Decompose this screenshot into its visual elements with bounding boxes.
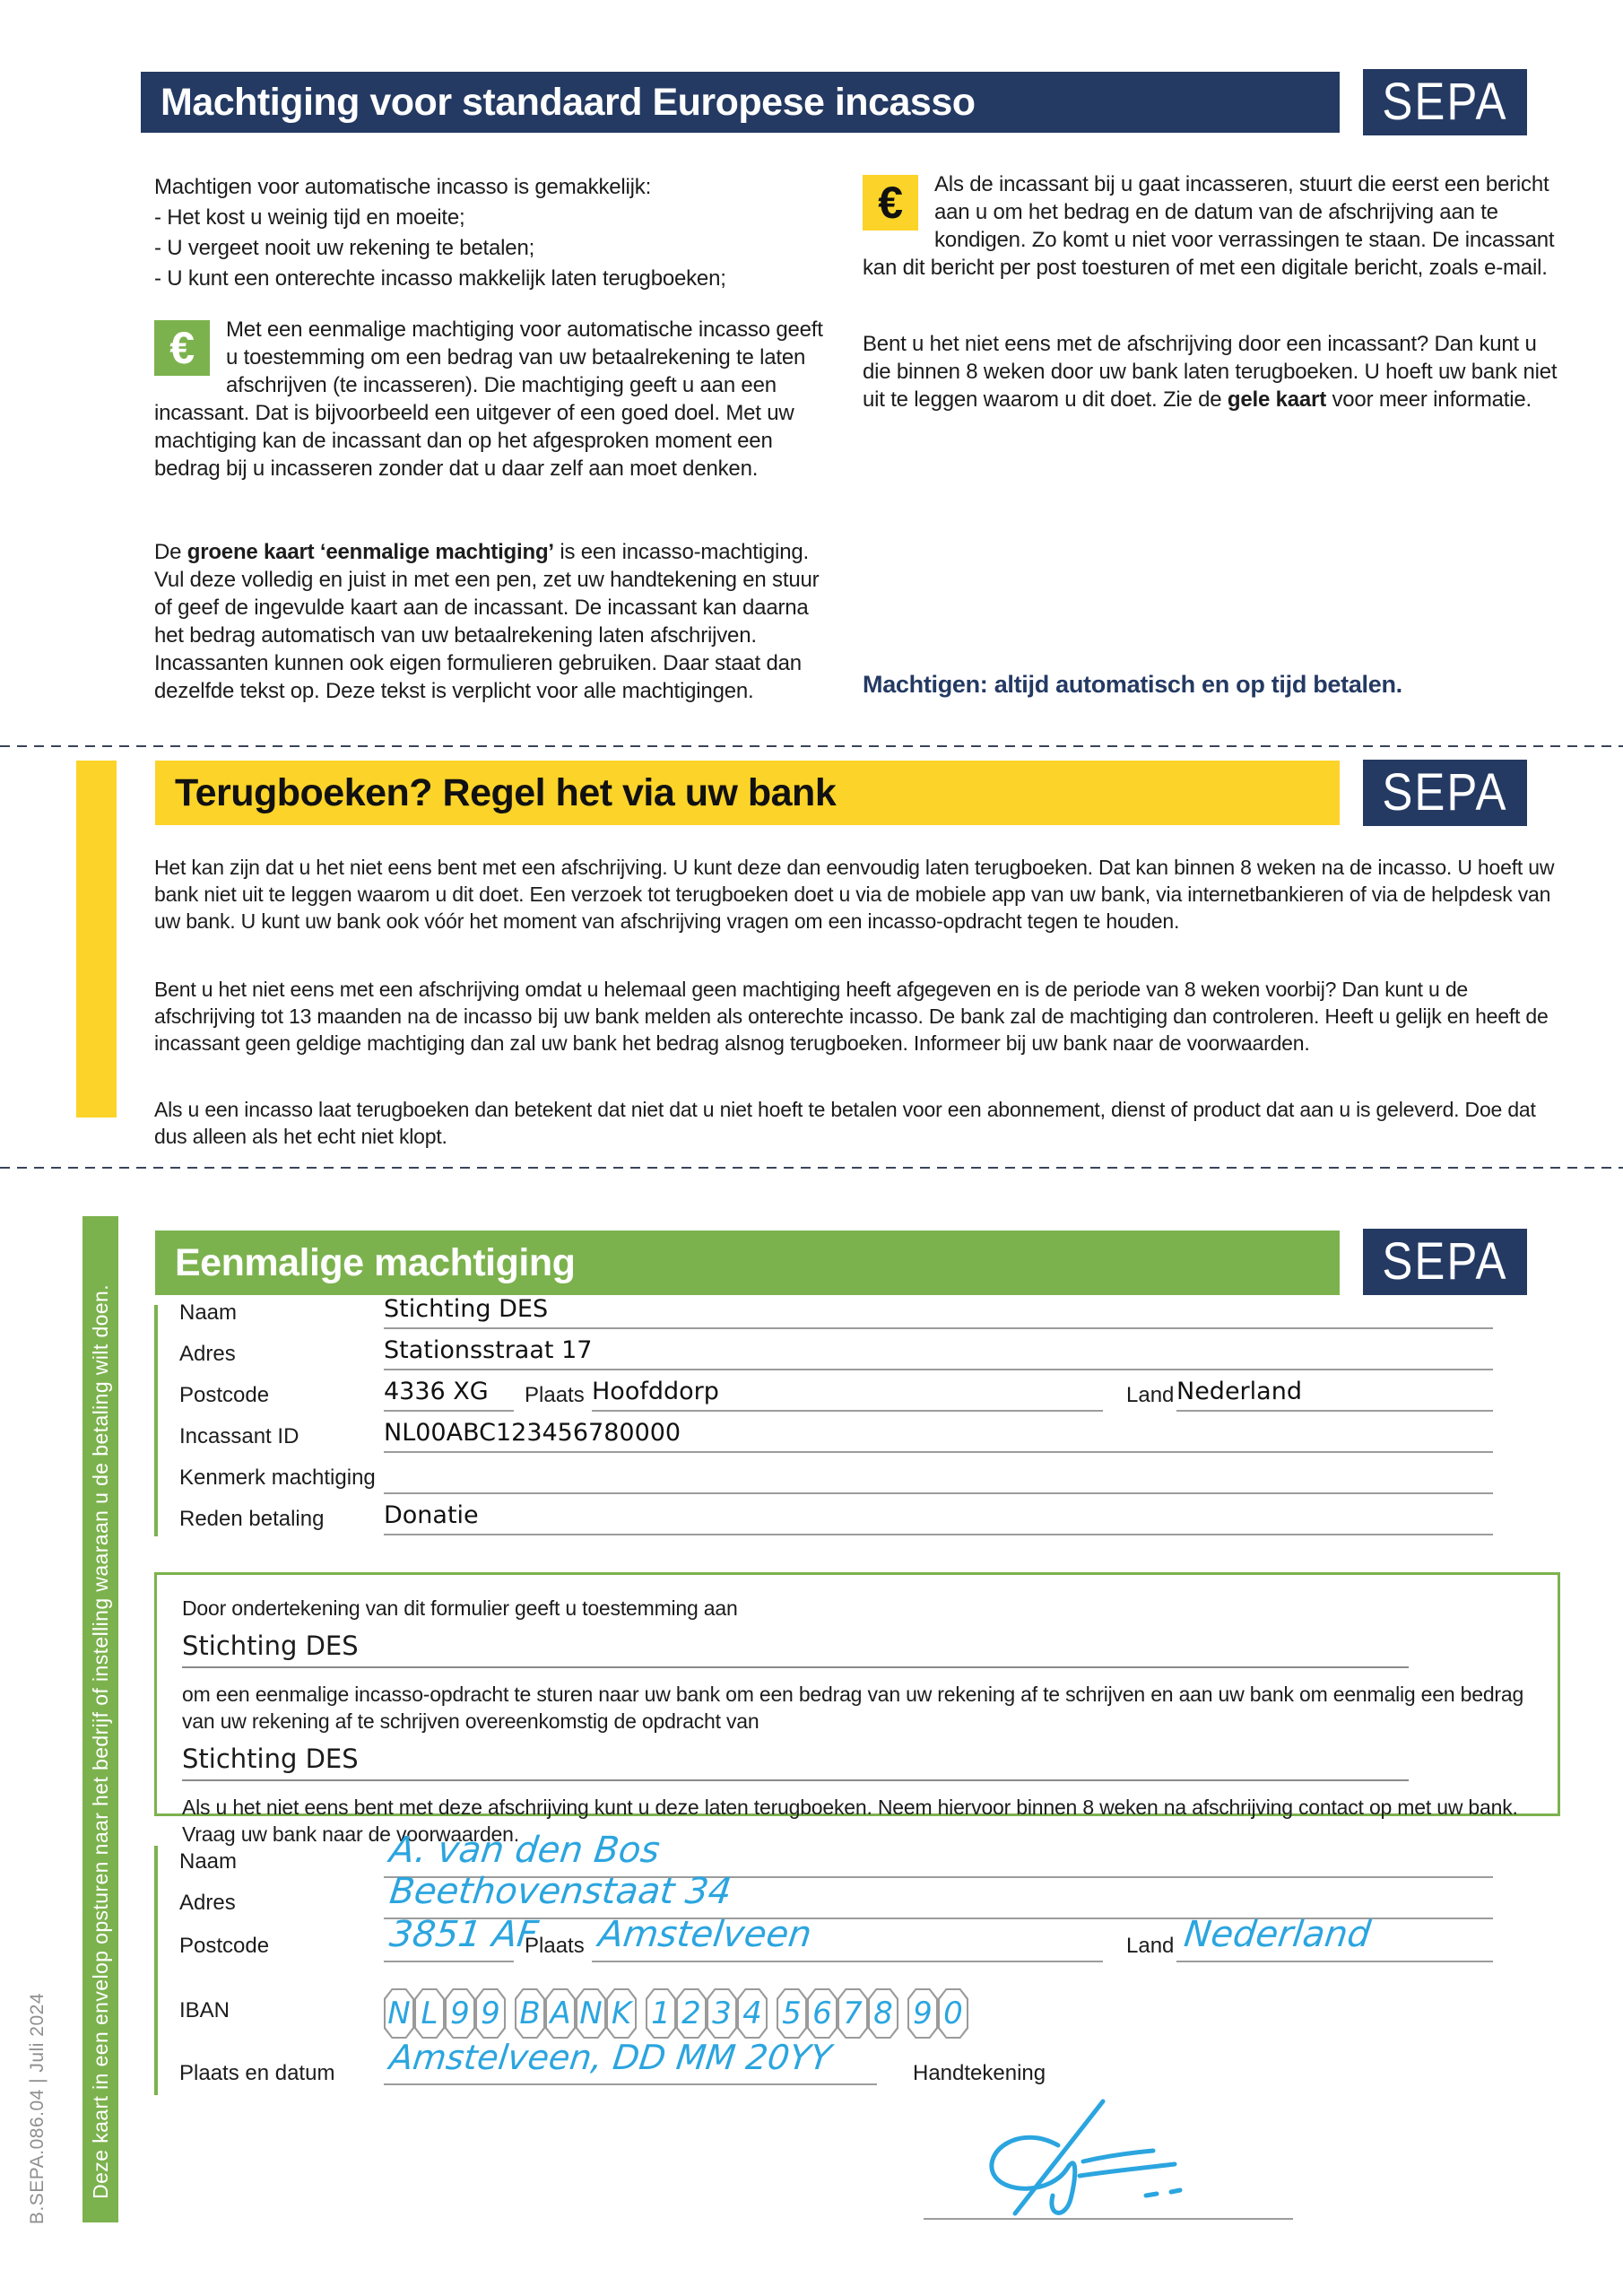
debtor-postcode-value: 3851 AF [387,1914,541,1955]
creditor-incassant-id-field[interactable]: NL00ABC123456780000 [384,1417,1493,1453]
euro-icon: € [863,175,918,230]
iban-comb-field[interactable] [384,1988,968,2039]
consent-creditor-name: Stichting DES [182,1744,1409,1781]
yellow-side-bar [76,761,117,1118]
iban-group[interactable]: 9 0 [907,1988,968,2039]
debtor-postcode-label: Postcode [179,1934,270,1958]
sepa-logo: SEPA [1363,69,1527,135]
document-reference: B.SEPA.086.04 | Juli 2024 [27,1992,48,2224]
dashed-divider [0,1167,1623,1169]
debtor-adres-label: Adres [179,1891,236,1915]
debtor-plaats-value: Amstelveen [596,1914,814,1955]
section3-title: Eenmalige machtiging [175,1240,576,1284]
consent-box [154,1572,1560,1846]
creditor-naam-label: Naam [179,1300,238,1325]
iban-group[interactable]: 1 2 3 4 [646,1988,768,2039]
signature-line[interactable] [924,2218,1293,2220]
handtekening-label: Handtekening [913,2061,1046,2085]
paragraph-terugboeken-2: Bent u het niet eens met een afschrijving omdat u helemaal geen machtiging heeft afgegeven en is de periode van 8 weken voorbij? Dan kunt u de afschrijving tot 13 maanden na de incasso bij uw bank melden als onterechte incasso. De bank zal de machtiging dan controleren. Heeft u gelijk en heeft de incassant geen geldige machtiging dan zal uw bank het bedrag alsnog terugboeken. Informeer bij uw bank naar de voorwaarden. [154,978,1549,1055]
consent-line-1: Door ondertekening van dit formulier geeft u toestemming aan [182,1596,738,1620]
creditor-plaats-field[interactable]: Hoofddorp [592,1376,1103,1412]
plaats-en-datum-label: Plaats en datum [179,2061,335,2085]
intro-bullet: - Het kost u weinig tijd en moeite; [154,205,465,230]
debtor-plaats-label: Plaats [525,1934,585,1958]
plaats-en-datum-value: Amstelveen, DD MM 20YY [387,2038,834,2077]
creditor-naam-field[interactable]: Stichting DES [384,1293,1493,1329]
creditor-kenmerk-field[interactable] [384,1458,1493,1494]
form-accent-rule [154,1305,158,1536]
sepa-logo: SEPA [1363,1229,1527,1295]
section1-title: Machtiging voor standaard Europese incasso [161,80,976,124]
paragraph-terugboeken-3: Als u een incasso laat terugboeken dan betekent dat niet dat u niet hoeft te betalen voor een abonnement, dienst of product dat aan u is geleverd. Doe dat dus alleen als het echt niet klopt. [154,1098,1536,1148]
debtor-adres-value: Beethovenstaat 34 [387,1871,734,1912]
section2-title: Terugboeken? Regel het via uw bank [175,770,837,814]
paragraph-eenmalige-machtiging: € Met een eenmalige machtiging voor automatische incasso geeft u toestemming om een bedrag van uw betaalrekening te laten afschrijven (te incasseren). Die machtiging geeft u aan een incassant. Dat is bijvoorbeeld een uitgever of een goed doel. Met uw machtiging kan de incassant dan op het afgesproken moment een bedrag bij u incasseren zonder dat u daar zelf aan moet denken. [154,317,823,481]
iban-group[interactable]: N L 9 9 [384,1988,506,2039]
intro-bullet: - U vergeet nooit uw rekening te betalen; [154,236,535,260]
tagline: Machtigen: altijd automatisch en op tijd betalen. [863,671,1402,698]
debtor-land-label: Land [1126,1934,1175,1958]
iban-label: IBAN [179,1998,230,2022]
consent-creditor-name: Stichting DES [182,1631,1409,1668]
debtor-naam-value: A. van den Bos [387,1830,663,1871]
section3-header [155,1231,1340,1295]
intro-bullet: - U kunt een onterechte incasso makkelijk laten terugboeken; [154,266,726,291]
section1-header [141,72,1340,133]
sepa-logo: SEPA [1363,760,1527,826]
paragraph-vooraankondiging: € Als de incassant bij u gaat incasseren, stuurt die eerst een bericht aan u om het bedrag en de datum van de afschrijving aan te kondigen. Zo komt u niet voor verrassingen te staan. De incassant kan dit bericht per post toesturen of met een digitale bericht, zoals e-mail. [863,172,1555,280]
intro-lead: Machtigen voor automatische incasso is gemakkelijk: [154,175,652,199]
paragraph-terugboeken-recht: Bent u het niet eens met de afschrijving door een incassant? Dan kunt u die binnen 8 weken door uw bank laten terugboeken. U hoeft uw bank niet uit te leggen waarom u dit doet. Zie de gele kaart voor meer informatie. [863,332,1558,412]
form-accent-rule [154,1846,158,2095]
signature-scribble[interactable] [968,2099,1273,2220]
creditor-land-label: Land [1126,1383,1175,1407]
side-note: Deze kaart in een envelop opsturen naar het bedrijf of instelling waaraan u de betaling wilt doen. [88,1284,112,2199]
creditor-postcode-label: Postcode [179,1383,270,1407]
iban-group[interactable]: 5 6 7 8 [777,1988,898,2039]
dashed-divider [0,745,1623,747]
consent-line-2: om een eenmalige incasso-opdracht te sturen naar uw bank om een bedrag van uw rekening af te schrijven en aan uw bank om eenmalig een bedrag van uw rekening af te schrijven overeenkomstig de opdracht van [182,1683,1524,1733]
section2-header [155,761,1340,825]
creditor-adres-field[interactable]: Stationsstraat 17 [384,1335,1493,1370]
creditor-plaats-label: Plaats [525,1383,585,1407]
creditor-postcode-field[interactable]: 4336 XG [384,1376,514,1412]
green-side-bar [82,1216,118,2222]
creditor-land-field[interactable]: Nederland [1176,1376,1493,1412]
creditor-adres-label: Adres [179,1342,236,1366]
debtor-naam-label: Naam [179,1849,238,1874]
creditor-reden-label: Reden betaling [179,1507,325,1531]
paragraph-groene-kaart: De groene kaart ‘eenmalige machtiging’ is een incasso-machtiging. Vul deze volledig en juist in met een pen, zet uw handtekening en stuur of geef de ingevulde kaart aan de incassant. De incassant kan daarna het bedrag automatisch van uw betaalrekening laten afschrijven. Incassanten kunnen ook eigen formulieren gebruiken. Daar staat dan dezelfde tekst op. Deze tekst is verplicht voor alle machtigingen. [154,540,820,703]
debtor-land-value: Nederland [1182,1914,1373,1955]
creditor-reden-field[interactable]: Donatie [384,1500,1493,1535]
intro-block [154,172,825,294]
creditor-kenmerk-label: Kenmerk machtiging [179,1465,376,1490]
creditor-incassant-id-label: Incassant ID [179,1424,299,1448]
consent-line-3: Als u het niet eens bent met deze afschrijving kunt u deze laten terugboeken. Neem hiervoor binnen 8 weken na afschrijving contact op met uw bank. Vraag uw bank naar de voorwaarden. [182,1796,1518,1846]
euro-icon: € [154,320,210,376]
iban-group[interactable]: B A N K [515,1988,637,2039]
paragraph-terugboeken-1: Het kan zijn dat u het niet eens bent met een afschrijving. U kunt deze dan eenvoudig laten terugboeken. Dat kan binnen 8 weken na de incasso. U hoeft uw bank niet uit te leggen waarom u dit doet. Een verzoek tot terugboeken doet u via de mobiele app van uw bank, via internetbankieren of via de helpdesk van uw bank. U kunt uw bank ook vóór het moment van afschrijving vragen om een incasso-opdracht tegen te houden. [154,856,1555,933]
